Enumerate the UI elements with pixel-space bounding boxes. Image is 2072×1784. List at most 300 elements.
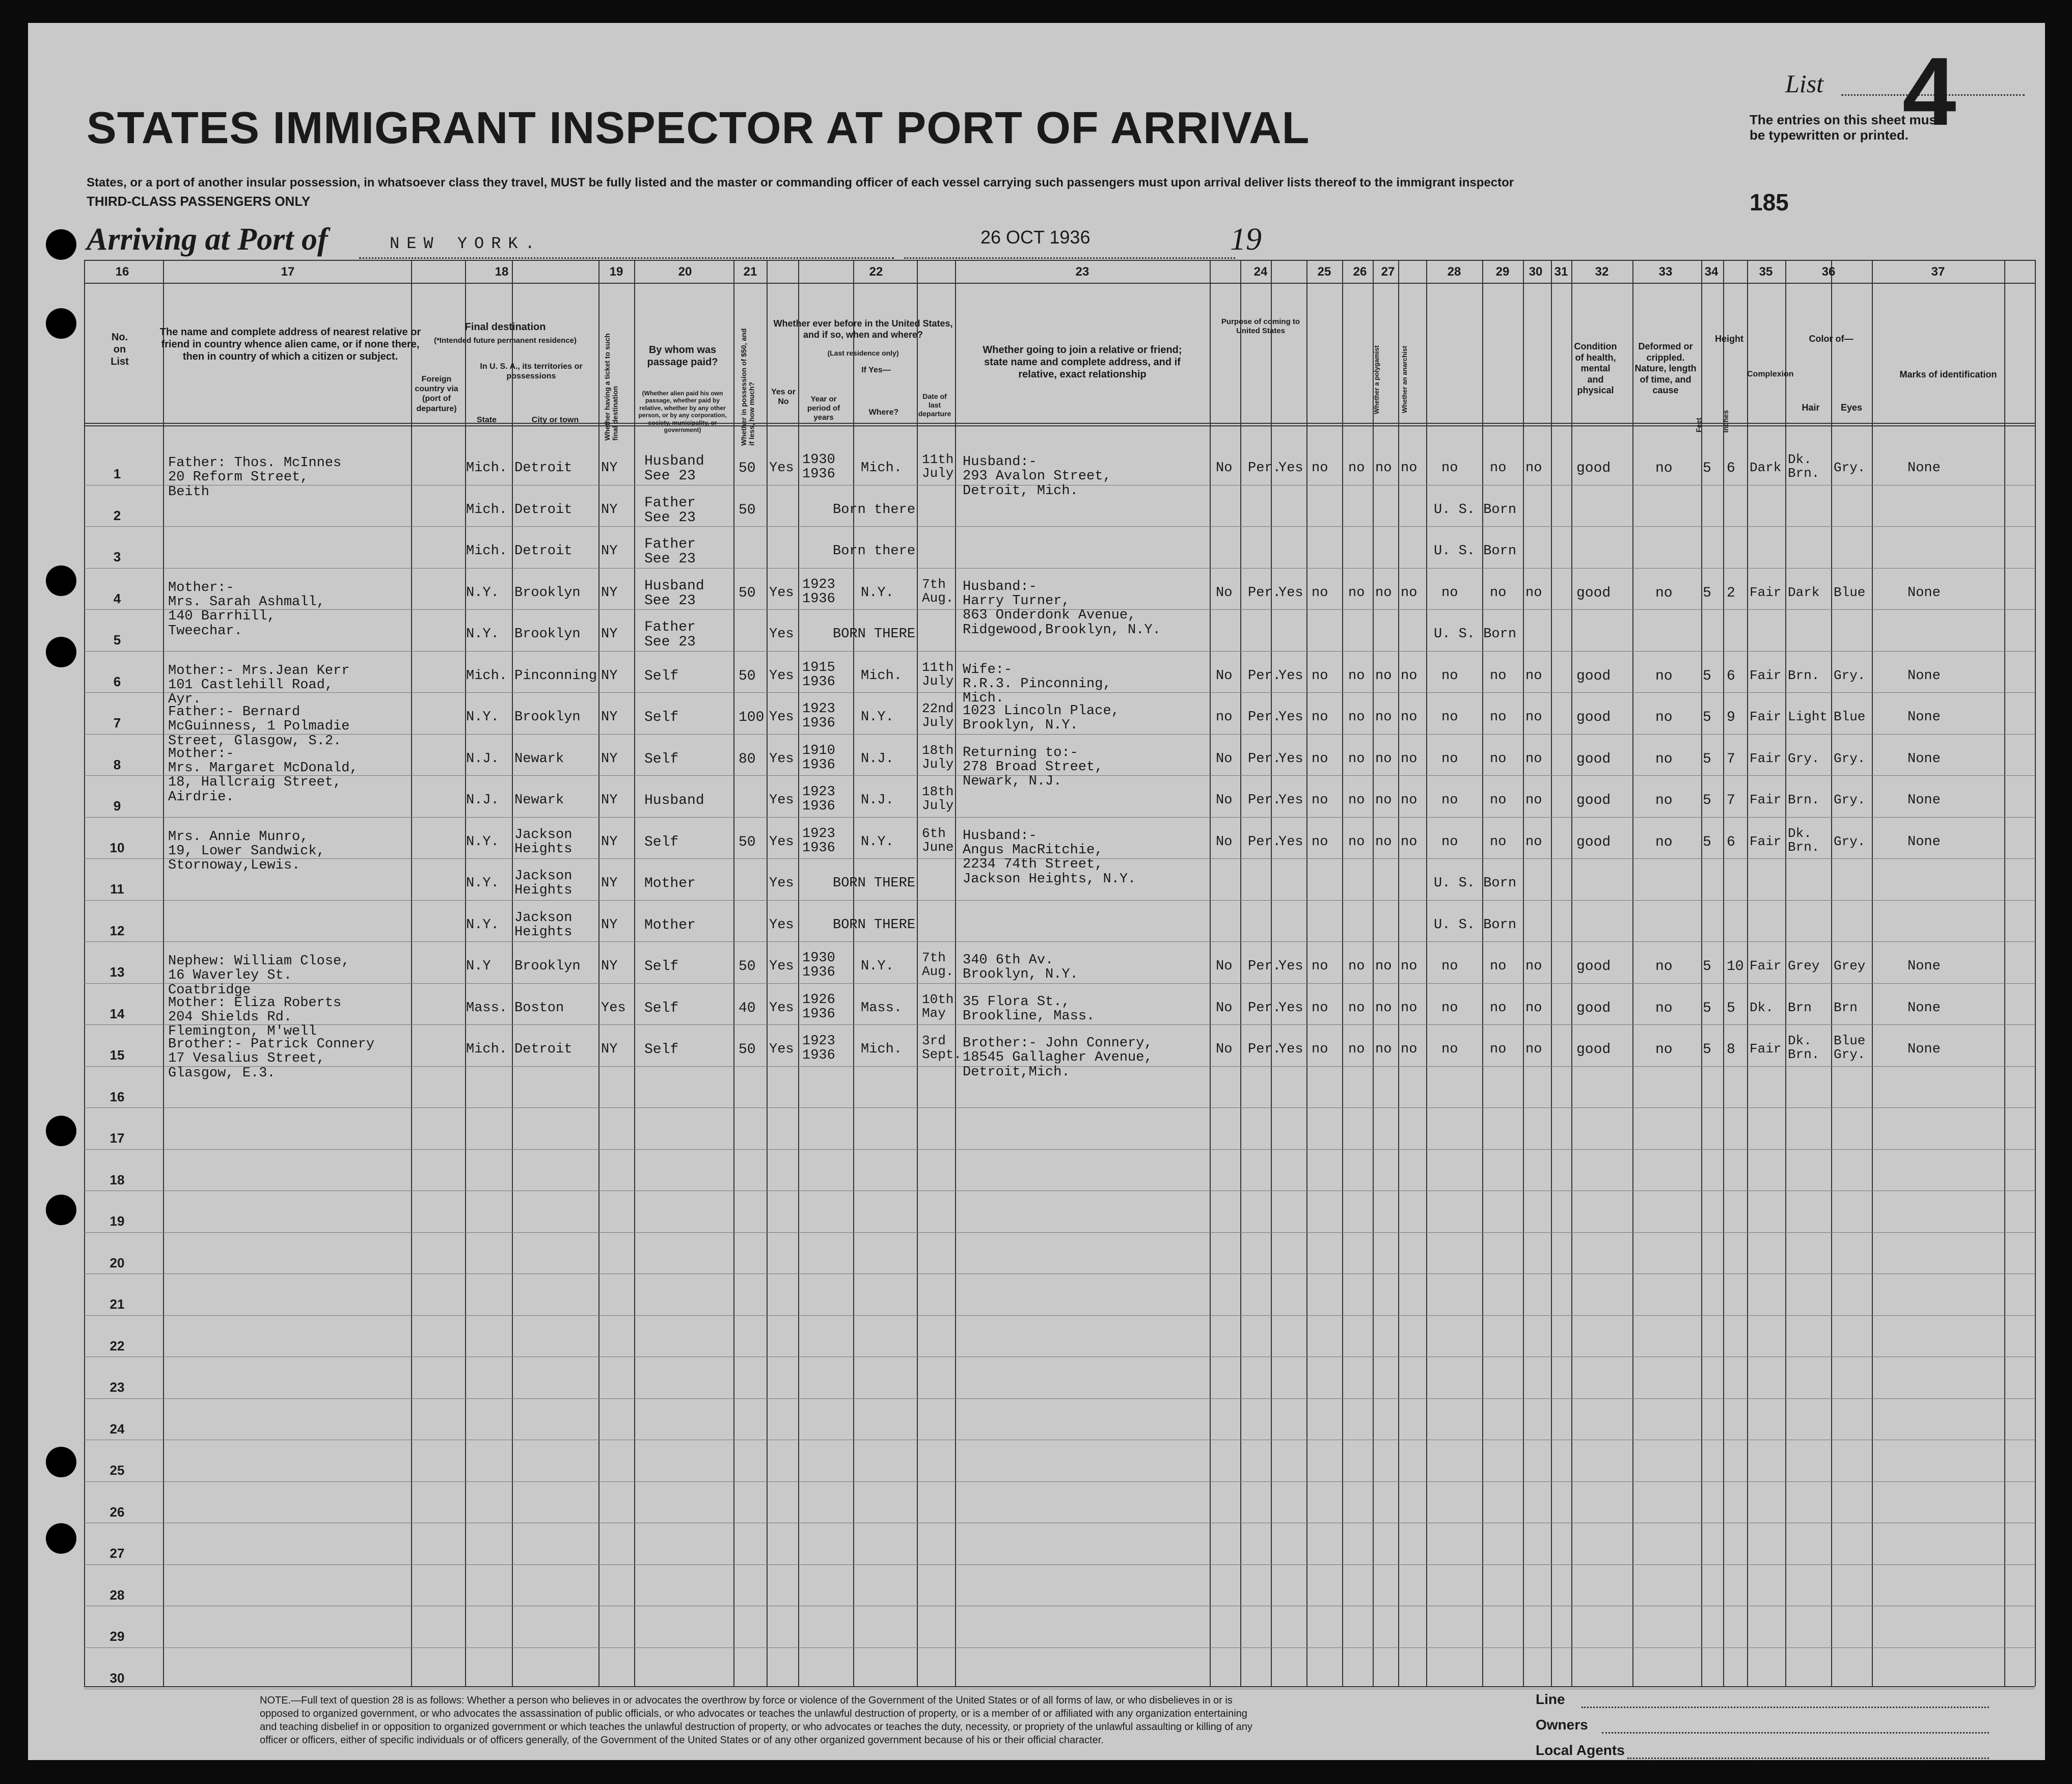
joining-relative: Husband:- 293 Avalon Street, Detroit, Mich. — [963, 454, 1111, 499]
height-feet: 5 — [1703, 1042, 1711, 1058]
passage-paid-by: Husband See 23 — [644, 453, 704, 484]
column-number: 29 — [1495, 265, 1510, 279]
hdr-city: City or town — [531, 416, 579, 424]
purpose-2: Per. — [1248, 668, 1281, 684]
years-in-us: 1910 1936 — [802, 743, 835, 773]
row-number: 13 — [110, 964, 125, 980]
height-inches: 9 — [1727, 710, 1735, 725]
passage-paid-by: Self — [644, 959, 679, 975]
column-rule — [598, 260, 599, 1686]
destination-state: Mich. — [466, 502, 508, 518]
been-before: Yes — [769, 751, 794, 767]
binder-hole — [46, 1523, 76, 1554]
footer-agents: Local Agents — [1536, 1742, 1625, 1758]
column-rule — [1210, 260, 1211, 1686]
destination-city: Brooklyn — [514, 627, 581, 642]
been-before: Yes — [769, 793, 794, 808]
header-subtitle: States, or a port of another insular possession, in whatsoever class they travel, MUST be fully listed and the master or commanding officer of each vessel carrying such passengers must upon arrival deliver lists thereof to the immigrant inspector — [87, 176, 1514, 190]
been-before: Yes — [769, 585, 794, 601]
binder-hole — [46, 565, 76, 596]
q26: no — [1348, 668, 1365, 684]
ticket-value: NY — [601, 1042, 618, 1057]
money-amount: 50 — [739, 1042, 756, 1058]
q28: no — [1401, 1042, 1417, 1057]
passage-paid-by: Father See 23 — [644, 536, 696, 567]
eye-color: Blue — [1834, 709, 1866, 724]
hdr-where: Where? — [868, 408, 899, 417]
health-condition: good — [1576, 959, 1611, 975]
us-born-note: U. S. Born — [1434, 627, 1517, 642]
column-rule — [1342, 260, 1343, 1686]
q28: no — [1401, 461, 1417, 476]
list-label: List — [1785, 69, 1824, 98]
row-number: 23 — [110, 1380, 125, 1395]
last-departure: 18th July — [922, 784, 954, 814]
height-inches: 7 — [1727, 751, 1735, 767]
q28: no — [1401, 710, 1417, 725]
money-amount: 40 — [739, 1000, 756, 1016]
q30: no — [1490, 1042, 1507, 1057]
binder-hole — [46, 229, 76, 260]
been-before: Yes — [769, 917, 794, 933]
hdr-inches: Inches — [1722, 410, 1730, 433]
health-condition: good — [1576, 710, 1611, 725]
q27: no — [1375, 1042, 1392, 1057]
q28: no — [1401, 751, 1417, 767]
last-departure: 10th May — [922, 991, 954, 1021]
row-number: 2 — [113, 507, 121, 523]
destination-state: N.Y. — [466, 834, 499, 850]
identification-marks: None — [1907, 751, 1941, 767]
money-amount: 50 — [739, 461, 756, 476]
money-amount: 50 — [739, 502, 756, 518]
q27: no — [1375, 461, 1392, 476]
destination-city: Pinconning — [514, 668, 597, 684]
deformed: no — [1655, 1042, 1673, 1058]
joining-relative: Brother:- John Connery, 18545 Gallagher Avenue, Detroit,Mich. — [963, 1036, 1153, 1080]
purpose-1: No — [1216, 461, 1233, 476]
list-number: 4 — [1902, 38, 1956, 146]
been-before: Yes — [769, 710, 794, 725]
hdr-yes-no: Yes or No — [771, 388, 796, 407]
health-condition: good — [1576, 1042, 1611, 1058]
passage-paid-by: Self — [644, 1000, 679, 1016]
relative-address: Mother:- Mrs. Margaret McDonald, 18, Hallcraig Street, Airdrie. — [168, 746, 358, 805]
last-departure: 11th July — [922, 452, 954, 481]
passage-paid-by: Self — [644, 834, 679, 850]
column-rule — [1306, 260, 1307, 1686]
q30: no — [1490, 959, 1507, 974]
years-in-us: 1923 1936 — [802, 826, 835, 856]
years-in-us: 1923 1936 — [802, 577, 835, 607]
been-before: Yes — [769, 834, 794, 850]
last-departure: 18th July — [922, 742, 954, 772]
relative-address: Father: Thos. McInnes 20 Reform Street, Beith — [168, 455, 342, 500]
been-before: Yes — [769, 1000, 794, 1016]
q27: no — [1375, 585, 1392, 601]
destination-state: N.J. — [466, 751, 499, 767]
where-in-us: N.Y. — [861, 834, 894, 850]
passage-paid-by: Mother — [644, 876, 696, 891]
column-rule — [733, 260, 734, 1686]
last-departure: 3rd Sept. — [922, 1033, 962, 1063]
q31: no — [1525, 668, 1542, 684]
row-number: 4 — [113, 590, 121, 606]
q30: no — [1490, 710, 1507, 725]
header-rule — [84, 283, 2035, 284]
destination-city: Newark — [514, 793, 564, 808]
money-amount: 100 — [739, 710, 765, 725]
column-rule — [1398, 260, 1399, 1686]
row-number: 10 — [110, 840, 125, 855]
q26: no — [1348, 710, 1365, 725]
complexion: Fair — [1750, 958, 1782, 974]
ticket-value: NY — [601, 627, 618, 642]
identification-marks: None — [1907, 793, 1941, 808]
purpose-1: No — [1216, 751, 1233, 767]
passage-paid-by: Mother — [644, 917, 696, 933]
row-rule — [84, 651, 2035, 652]
row-number: 16 — [110, 1089, 125, 1104]
purpose-2: Per. — [1248, 1000, 1281, 1016]
years-in-us: 1926 1936 — [802, 992, 835, 1022]
q31: no — [1525, 585, 1542, 601]
q25: no — [1312, 1000, 1328, 1016]
column-rule — [1373, 260, 1374, 1686]
row-number: 15 — [110, 1047, 125, 1063]
column-rule — [411, 260, 412, 1686]
destination-city: Detroit — [514, 1042, 572, 1057]
column-rule — [1523, 260, 1524, 1686]
purpose-3: Yes — [1278, 1042, 1303, 1057]
column-number: 30 — [1529, 265, 1543, 279]
eye-color: Gry. — [1834, 792, 1866, 807]
entries-note-1: The entries on this sheet must — [1750, 112, 1941, 127]
destination-city: Jackson Heights — [514, 910, 572, 940]
ticket-value: NY — [601, 793, 618, 808]
q26: no — [1348, 793, 1365, 808]
q25: no — [1312, 1042, 1328, 1057]
hair-color: Gry. — [1788, 750, 1820, 766]
q27: no — [1375, 710, 1392, 725]
been-before: Yes — [769, 1042, 794, 1057]
passage-paid-by: Self — [644, 751, 679, 767]
complexion: Fair — [1750, 1041, 1782, 1057]
q26: no — [1348, 461, 1365, 476]
q25: no — [1312, 710, 1328, 725]
years-in-us: 1930 1936 — [802, 951, 835, 981]
column-rule — [2035, 260, 2036, 1686]
column-number: 23 — [1075, 265, 1089, 279]
column-rule — [798, 260, 799, 1686]
q28: no — [1401, 793, 1417, 808]
q29: no — [1441, 710, 1458, 725]
column-rule — [1747, 260, 1748, 1686]
q30: no — [1490, 793, 1507, 808]
footer-owners-underline — [1602, 1732, 1989, 1734]
row-number: 6 — [113, 673, 121, 689]
purpose-1: No — [1216, 793, 1233, 808]
q30: no — [1490, 461, 1507, 476]
column-number: 21 — [743, 265, 757, 279]
page-title: STATES IMMIGRANT INSPECTOR AT PORT OF ARRIVAL — [87, 102, 1310, 153]
column-rule — [84, 260, 85, 1686]
height-feet: 5 — [1703, 668, 1711, 684]
binder-hole — [46, 1195, 76, 1225]
column-rule — [1785, 260, 1786, 1686]
row-number: 1 — [113, 466, 121, 481]
hdr-feet: Feet — [1695, 418, 1703, 433]
column-rule — [512, 260, 513, 1686]
identification-marks: None — [1907, 585, 1941, 601]
destination-state: Mich. — [466, 461, 508, 476]
deformed: no — [1655, 461, 1673, 476]
height-inches: 8 — [1727, 1042, 1735, 1058]
ticket-value: NY — [601, 917, 618, 933]
row-number: 7 — [113, 715, 121, 731]
health-condition: good — [1576, 1000, 1611, 1016]
column-number: 26 — [1353, 265, 1367, 279]
purpose-2: Per. — [1248, 959, 1281, 974]
money-amount: 50 — [739, 585, 756, 601]
row-number: 20 — [110, 1255, 125, 1271]
q29: no — [1441, 1000, 1458, 1016]
height-inches: 5 — [1727, 1000, 1735, 1016]
row-number: 28 — [110, 1587, 125, 1603]
entries-note-2: be typewritten or printed. — [1750, 127, 1909, 143]
passage-paid-by: Self — [644, 1042, 679, 1058]
row-rule — [84, 1398, 2035, 1399]
hdr-final-destination: Final destination — [465, 321, 546, 333]
where-in-us: Mass. — [861, 1000, 903, 1016]
eye-color: Gry. — [1834, 667, 1866, 683]
row-number: 3 — [113, 549, 121, 564]
deformed: no — [1655, 751, 1673, 767]
q30: no — [1490, 1000, 1507, 1016]
column-number: 22 — [869, 265, 883, 279]
column-rule — [853, 260, 854, 1686]
deformed: no — [1655, 793, 1673, 808]
height-inches: 6 — [1727, 834, 1735, 850]
q31: no — [1525, 1042, 1542, 1057]
q26: no — [1348, 1042, 1365, 1057]
column-number: 32 — [1595, 265, 1609, 279]
q25: no — [1312, 461, 1328, 476]
row-rule — [84, 817, 2035, 818]
q26: no — [1348, 959, 1365, 974]
purpose-2: Per. — [1248, 793, 1281, 808]
row-number: 14 — [110, 1006, 125, 1021]
ticket-value: NY — [601, 751, 618, 767]
row-number: 29 — [110, 1629, 125, 1644]
joining-relative: Returning to:- 278 Broad Street, Newark, N.J. — [963, 745, 1103, 790]
column-rule — [634, 260, 635, 1686]
row-rule — [84, 1315, 2035, 1316]
relative-address: Mother:- Mrs.Jean Kerr 101 Castlehill Road, Ayr. — [168, 663, 350, 708]
footnote: NOTE.—Full text of question 28 is as follows: Whether a person who believes in or advocates the overthrow by force or violence of the Government of the United States or of all forms of law, or who disbelieves in or is opposed to organized government, or who advocates the assassination of public officials, or who advocates or teaches the unlawful destruction of property, or is a member of or affiliated with any organization entertaining and teaching disbelief in or opposition to organized government or which teaches the unlawful destruction of property, or who advocates or teaches the duty, necessity, or propriety of the unlawful assaulting or killing of any officer or officers, either of specific individuals or of officers generally, of the Government of the United States or of any other organized government because of his or their official character. — [260, 1695, 1252, 1746]
column-number: 24 — [1253, 265, 1268, 279]
last-departure: 6th June — [922, 825, 954, 855]
column-number: 37 — [1931, 265, 1945, 279]
hdr-joining: Whether going to join a relative or friend; state name and complete address, and if relative, exact relationship — [983, 344, 1182, 380]
row-number: 19 — [110, 1213, 125, 1229]
relative-address: Mrs. Annie Munro, 19, Lower Sandwick, Stornoway,Lewis. — [168, 829, 325, 874]
hdr-hair: Hair — [1802, 402, 1820, 413]
row-number: 21 — [110, 1296, 125, 1312]
row-rule — [84, 900, 2035, 901]
purpose-3: Yes — [1278, 585, 1303, 601]
purpose-2: Per. — [1248, 751, 1281, 767]
column-rule — [1632, 260, 1633, 1686]
q27: no — [1375, 959, 1392, 974]
column-rule — [2004, 260, 2005, 1686]
q30: no — [1490, 751, 1507, 767]
complexion: Fair — [1750, 709, 1782, 724]
row-rule — [84, 526, 2035, 527]
arrival-date: 26 OCT 1936 — [980, 227, 1090, 248]
years-in-us: Born there — [833, 544, 916, 559]
q28: no — [1401, 1000, 1417, 1016]
date-underline — [904, 257, 1235, 259]
joining-relative: Husband:- Angus MacRitchie, 2234 74th Street, Jackson Heights, N.Y. — [963, 828, 1136, 887]
q25: no — [1312, 793, 1328, 808]
column-number: 18 — [495, 265, 509, 279]
hair-color: Brn — [1788, 999, 1812, 1015]
row-number: 27 — [110, 1546, 125, 1561]
hdr-eyes: Eyes — [1840, 402, 1863, 413]
column-rule — [917, 260, 918, 1686]
q29: no — [1441, 793, 1458, 808]
passage-paid-by: Father See 23 — [644, 495, 696, 526]
purpose-1: No — [1216, 668, 1233, 684]
identification-marks: None — [1907, 710, 1941, 725]
column-number: 17 — [281, 265, 295, 279]
been-before: Yes — [769, 461, 794, 476]
footer-line-underline — [1582, 1707, 1989, 1708]
health-condition: good — [1576, 668, 1611, 684]
hdr-year-period: Year or period of years — [807, 395, 840, 422]
binder-hole — [46, 1116, 76, 1146]
hair-color: Dk. Brn. — [1788, 1033, 1820, 1063]
relative-address: Mother: Eliza Roberts 204 Shields Rd. Flemington, M'well — [168, 995, 342, 1040]
q28: no — [1401, 834, 1417, 850]
identification-marks: None — [1907, 1042, 1941, 1057]
footer-owners: Owners — [1536, 1717, 1588, 1733]
stamp-number: 185 — [1750, 189, 1789, 215]
destination-state: N.Y. — [466, 710, 499, 725]
row-number: 17 — [110, 1130, 125, 1146]
q26: no — [1348, 585, 1365, 601]
deformed: no — [1655, 710, 1673, 725]
q31: no — [1525, 751, 1542, 767]
destination-state: Mich. — [466, 668, 508, 684]
height-feet: 5 — [1703, 710, 1711, 725]
us-born-note: U. S. Born — [1434, 876, 1517, 891]
column-number: 25 — [1317, 265, 1331, 279]
years-in-us: 1915 1936 — [802, 660, 835, 690]
money-amount: 80 — [739, 751, 756, 767]
column-rule — [1482, 260, 1483, 1686]
hdr-relative: The name and complete address of nearest relative or friend in country whence alien came, or if none there, then in country of which a citizen or subject. — [159, 327, 421, 362]
money-amount: 50 — [739, 959, 756, 975]
years-in-us: Born there — [833, 502, 916, 518]
row-number: 22 — [110, 1338, 125, 1354]
joining-relative: Husband:- Harry Turner, 863 Onderdonk Avenue, Ridgewood,Brooklyn, N.Y. — [963, 579, 1161, 638]
eye-color: Gry. — [1834, 833, 1866, 849]
identification-marks: None — [1907, 959, 1941, 974]
column-number: 19 — [609, 265, 623, 279]
port-value: NEW YORK. — [390, 234, 542, 253]
last-departure: 7th Aug. — [922, 950, 954, 980]
hdr-before-note: (Last residence only) — [827, 349, 899, 357]
column-number: 28 — [1447, 265, 1461, 279]
hdr-condition: Condition of health, mental and physical — [1574, 341, 1617, 396]
row-number: 18 — [110, 1172, 125, 1187]
been-before: Yes — [769, 668, 794, 684]
height-feet: 5 — [1703, 461, 1711, 476]
destination-city: Jackson Heights — [514, 869, 572, 899]
eye-color: Brn — [1834, 999, 1858, 1015]
q31: no — [1525, 461, 1542, 476]
ticket-value: Yes — [601, 1000, 626, 1016]
row-rule — [84, 734, 2035, 735]
header-rule — [84, 260, 2035, 261]
hair-color: Brn. — [1788, 792, 1820, 807]
destination-city: Brooklyn — [514, 710, 581, 725]
q30: no — [1490, 834, 1507, 850]
health-condition: good — [1576, 793, 1611, 808]
purpose-1: no — [1216, 710, 1233, 725]
q29: no — [1441, 751, 1458, 767]
height-feet: 5 — [1703, 585, 1711, 601]
destination-city: Jackson Heights — [514, 827, 572, 857]
q25: no — [1312, 585, 1328, 601]
passage-paid-by: Husband — [644, 793, 704, 808]
q25: no — [1312, 751, 1328, 767]
ticket-value: NY — [601, 461, 618, 476]
row-rule — [84, 1149, 2035, 1150]
ticket-value: NY — [601, 834, 618, 850]
eye-color: Gry. — [1834, 460, 1866, 475]
height-inches: 6 — [1727, 668, 1735, 684]
height-feet: 5 — [1703, 751, 1711, 767]
passage-paid-by: Husband See 23 — [644, 578, 704, 609]
where-in-us: N.J. — [861, 751, 894, 767]
last-departure: 11th July — [922, 659, 954, 689]
column-rule — [1240, 260, 1241, 1686]
column-rule — [1831, 260, 1832, 1686]
arriving-label: Arriving at Port of — [87, 222, 328, 257]
port-underline — [359, 257, 894, 259]
where-in-us: N.Y. — [861, 710, 894, 725]
height-feet: 5 — [1703, 1000, 1711, 1016]
purpose-3: Yes — [1278, 834, 1303, 850]
purpose-1: No — [1216, 585, 1233, 601]
years-in-us: 1923 1936 — [802, 785, 835, 815]
purpose-3: Yes — [1278, 710, 1303, 725]
hdr-polygamist: Whether a polygamist — [1373, 345, 1380, 414]
destination-state: N.J. — [466, 793, 499, 808]
joining-relative: 340 6th Av. Brooklyn, N.Y. — [963, 953, 1078, 983]
row-rule — [84, 1481, 2035, 1482]
q30: no — [1490, 585, 1507, 601]
years-in-us: BORN THERE — [833, 627, 916, 642]
footer-agents-underline — [1627, 1758, 1989, 1759]
ticket-value: NY — [601, 502, 618, 518]
q27: no — [1375, 834, 1392, 850]
destination-city: Newark — [514, 751, 564, 767]
hdr-marks: Marks of identification — [1899, 369, 1997, 380]
